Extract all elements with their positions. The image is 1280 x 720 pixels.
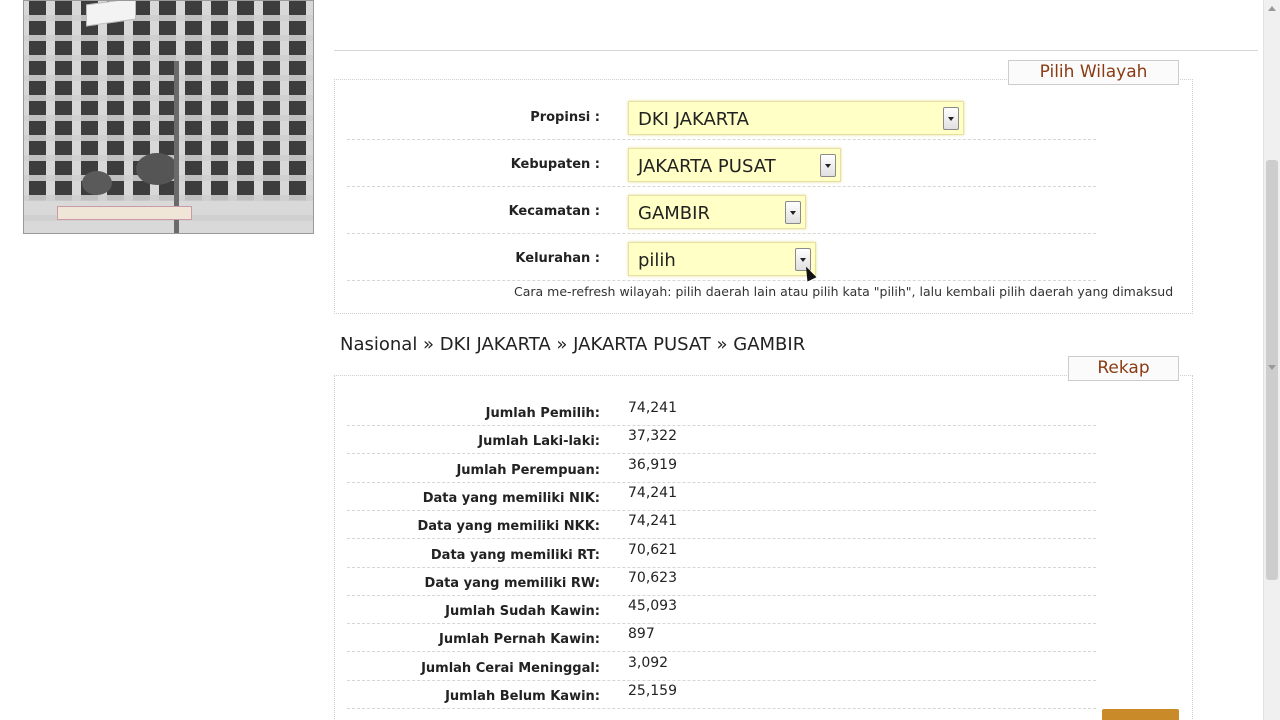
divider: [347, 651, 1096, 652]
chevron-down-icon[interactable]: [785, 201, 801, 224]
divider: [347, 139, 1096, 140]
detail-button[interactable]: [1102, 709, 1179, 720]
tab-pilih-wilayah[interactable]: Pilih Wilayah: [1008, 60, 1179, 85]
tab-rekap[interactable]: Rekap: [1068, 356, 1179, 381]
divider: [347, 280, 1096, 281]
propinsi-select[interactable]: [628, 101, 964, 135]
stat-value: 37,322: [628, 428, 677, 444]
stat-value: 74,241: [628, 513, 677, 529]
stat-label: Data yang memiliki NKK:: [417, 519, 600, 534]
scroll-up-icon[interactable]: [1268, 6, 1276, 11]
refresh-hint: Cara me-refresh wilayah: pilih daerah lain atau pilih kata "pilih", lalu kembali pilih daerah yang dimaksud: [514, 284, 1174, 299]
kabupaten-select[interactable]: [628, 148, 841, 182]
divider: [347, 453, 1096, 454]
stat-value: 45,093: [628, 598, 677, 614]
scrollbar[interactable]: [1263, 0, 1280, 720]
scroll-down-icon[interactable]: [1268, 365, 1276, 370]
stat-value: 70,621: [628, 542, 677, 558]
stat-label: Jumlah Pernah Kawin:: [439, 632, 600, 647]
divider: [347, 425, 1096, 426]
stat-label: Jumlah Pemilih:: [485, 406, 600, 421]
stat-value: 25,159: [628, 683, 677, 699]
kecamatan-select[interactable]: [628, 195, 806, 229]
stat-label: Jumlah Laki-laki:: [478, 434, 600, 449]
stat-label: Jumlah Perempuan:: [456, 463, 600, 478]
divider: [347, 623, 1096, 624]
stat-label: Jumlah Sudah Kawin:: [445, 604, 600, 619]
divider: [347, 538, 1096, 539]
stat-value: 897: [628, 626, 655, 642]
propinsi-value: DKI JAKARTA: [638, 109, 749, 130]
kelurahan-label: Kelurahan :: [515, 251, 600, 266]
chevron-down-icon[interactable]: [943, 107, 959, 130]
stat-value: 74,241: [628, 485, 677, 501]
divider: [347, 680, 1096, 681]
stat-label: Data yang memiliki NIK:: [422, 491, 600, 506]
propinsi-label: Propinsi :: [530, 110, 600, 125]
stat-label: Jumlah Belum Kawin:: [445, 689, 600, 704]
kelurahan-value: pilih: [638, 250, 676, 271]
divider: [347, 482, 1096, 483]
stat-value: 74,241: [628, 400, 677, 416]
divider: [347, 708, 1096, 709]
chevron-down-icon[interactable]: [820, 154, 836, 177]
kabupaten-value: JAKARTA PUSAT: [638, 156, 776, 177]
breadcrumb: Nasional » DKI JAKARTA » JAKARTA PUSAT » GAMBIR: [340, 334, 806, 355]
stat-label: Data yang memiliki RW:: [424, 576, 600, 591]
stat-value: 36,919: [628, 457, 677, 473]
stat-value: 70,623: [628, 570, 677, 586]
scroll-thumb[interactable]: [1266, 160, 1278, 580]
kabupaten-label: Kebupaten :: [510, 157, 600, 172]
building-photo: [23, 0, 314, 234]
divider: [347, 233, 1096, 234]
divider: [347, 567, 1096, 568]
divider: [347, 186, 1096, 187]
kecamatan-label: Kecamatan :: [508, 204, 600, 219]
stat-label: Jumlah Cerai Meninggal:: [421, 661, 600, 676]
kelurahan-select[interactable]: [628, 242, 816, 276]
stat-label: Data yang memiliki RT:: [430, 548, 600, 563]
divider: [347, 510, 1096, 511]
kecamatan-value: GAMBIR: [638, 203, 710, 224]
top-divider: [334, 50, 1258, 51]
stat-value: 3,092: [628, 655, 669, 671]
divider: [347, 595, 1096, 596]
